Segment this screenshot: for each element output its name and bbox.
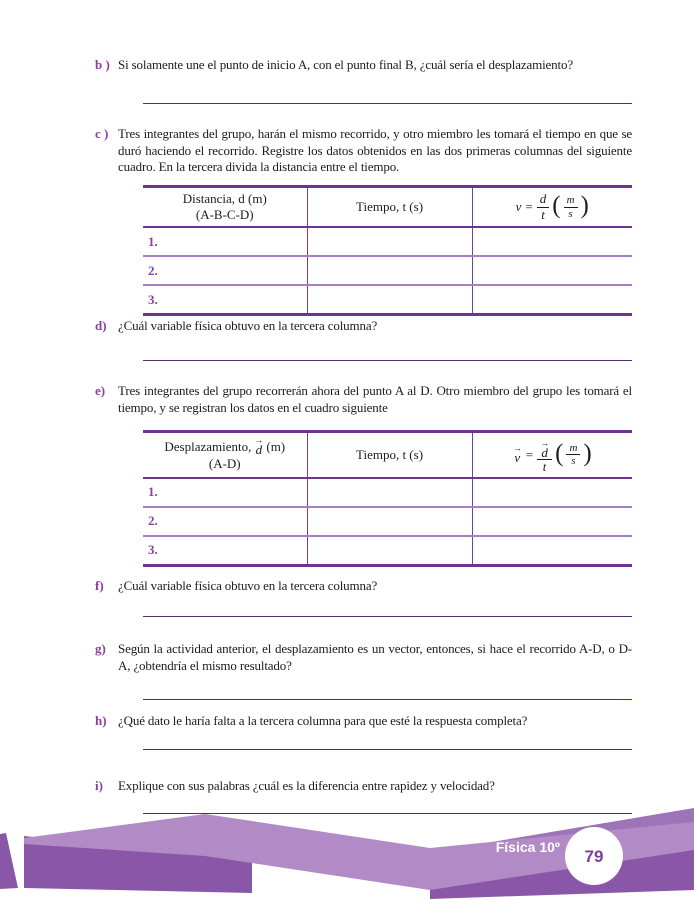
question-b-label: b ) xyxy=(95,57,110,72)
ribbon-left-edge-piece xyxy=(0,833,18,889)
question-c-text: Tres integrantes del grupo, harán el mismo recorrido, y otro miembro les tomará el tiempo en que se duró haciendo el recorrido. Registre los datos obtenidos en las dos primeras columnas del siguiente cuadro. En la tercera divida la distancia entre el tiempo. xyxy=(118,126,632,174)
question-i-text: Explique con sus palabras ¿cuál es la diferencia entre rapidez y velocidad? xyxy=(118,778,495,793)
question-b-text: Si solamente une el punto de inicio A, con el punto final B, ¿cuál sería el desplazamiento? xyxy=(118,57,573,72)
question-e xyxy=(95,383,632,416)
answer-blank-h[interactable] xyxy=(143,749,632,750)
answer-blank-g[interactable] xyxy=(143,699,632,700)
vector-d: → d xyxy=(254,435,264,458)
question-f-text: ¿Cuál variable física obtuvo en la tercera columna? xyxy=(118,578,378,593)
question-e-label: e) xyxy=(95,383,106,398)
table-row xyxy=(143,536,632,566)
question-e-text: Tres integrantes del grupo recorrerán ahora del punto A al D. Otro miembro del grupo les tomará el tiempo, y se registran los datos en el cuadro siguiente xyxy=(118,383,632,415)
speed-formula: v = $\frac{d}{t}$ ( $\frac{m}{s}$ ) xyxy=(515,190,589,222)
question-i-label: i) xyxy=(95,778,103,793)
question-f xyxy=(95,578,632,595)
row-3-time-cell[interactable] xyxy=(307,285,472,315)
answer-blank-d[interactable] xyxy=(143,360,632,361)
footer-ribbon xyxy=(0,800,694,900)
vector-arrow-icon: → xyxy=(512,443,522,454)
question-c xyxy=(95,126,632,176)
col-header-time: Tiempo, t (s) xyxy=(307,187,472,228)
row-1-velocity-cell[interactable] xyxy=(472,478,632,507)
question-h-text: ¿Qué dato le haría falta a la tercera columna para que esté la respuesta completa? xyxy=(118,713,528,728)
question-h-label: h) xyxy=(95,713,107,728)
vector-arrow-icon: → xyxy=(254,435,264,446)
row-1-distance-cell[interactable]: 1. xyxy=(148,233,158,249)
vector-arrow-icon: → xyxy=(540,438,550,448)
row-2-time-cell[interactable] xyxy=(307,507,472,536)
table-row xyxy=(143,507,632,536)
question-g xyxy=(95,641,632,674)
row-1-time-cell[interactable] xyxy=(307,478,472,507)
row-1-speed-cell[interactable] xyxy=(472,227,632,256)
answer-blank-f[interactable] xyxy=(143,616,632,617)
col-header-velocity-formula xyxy=(472,432,632,478)
table-row xyxy=(143,285,632,315)
row-1-displacement-cell[interactable]: 1. xyxy=(148,484,158,500)
row-2-speed-cell[interactable] xyxy=(472,256,632,285)
row-3-time-cell[interactable] xyxy=(307,536,472,566)
displacement-time-table xyxy=(143,430,632,567)
question-i xyxy=(95,778,632,795)
question-d-label: d) xyxy=(95,318,107,333)
col-header-displacement: Desplazamiento, → d (m) (A-D) xyxy=(143,432,307,478)
row-1-time-cell[interactable] xyxy=(307,227,472,256)
vector-v: → v xyxy=(512,443,522,466)
question-h xyxy=(95,713,632,730)
question-g-text: Según la actividad anterior, el desplazamiento es un vector, entonces, si hace el recorrido A-D, o D-A, ¿obtendría el mismo resultado? xyxy=(118,641,632,673)
table-row xyxy=(143,478,632,507)
question-d-text: ¿Cuál variable física obtuvo en la tercera columna? xyxy=(118,318,378,333)
row-3-displacement-cell[interactable]: 3. xyxy=(143,536,307,566)
vector-d: → d xyxy=(540,438,550,460)
row-3-speed-cell[interactable] xyxy=(472,285,632,315)
question-c-label: c ) xyxy=(95,126,109,141)
table-row xyxy=(143,227,632,256)
distance-time-table xyxy=(143,185,632,316)
velocity-formula: → v = → d t ( $\frac{m}{s}$ ) xyxy=(513,435,592,475)
table-row xyxy=(143,256,632,285)
col-header-speed-formula xyxy=(472,187,632,228)
question-g-label: g) xyxy=(95,641,106,656)
col-header-distance: Distancia, d (m) (A-B-C-D) xyxy=(143,187,307,228)
row-2-velocity-cell[interactable] xyxy=(472,507,632,536)
question-f-label: f) xyxy=(95,578,104,593)
row-3-velocity-cell[interactable] xyxy=(472,536,632,566)
col-header-time: Tiempo, t (s) xyxy=(307,432,472,478)
row-2-time-cell[interactable] xyxy=(307,256,472,285)
question-d xyxy=(95,318,632,335)
course-label: Física 10º xyxy=(495,839,560,855)
page-number: 79 xyxy=(584,847,604,866)
answer-blank-b[interactable] xyxy=(143,103,632,104)
row-2-displacement-cell[interactable]: 2. xyxy=(143,507,307,536)
row-2-distance-cell[interactable]: 2. xyxy=(143,256,307,285)
question-b xyxy=(95,57,632,74)
row-3-distance-cell[interactable]: 3. xyxy=(143,285,307,315)
